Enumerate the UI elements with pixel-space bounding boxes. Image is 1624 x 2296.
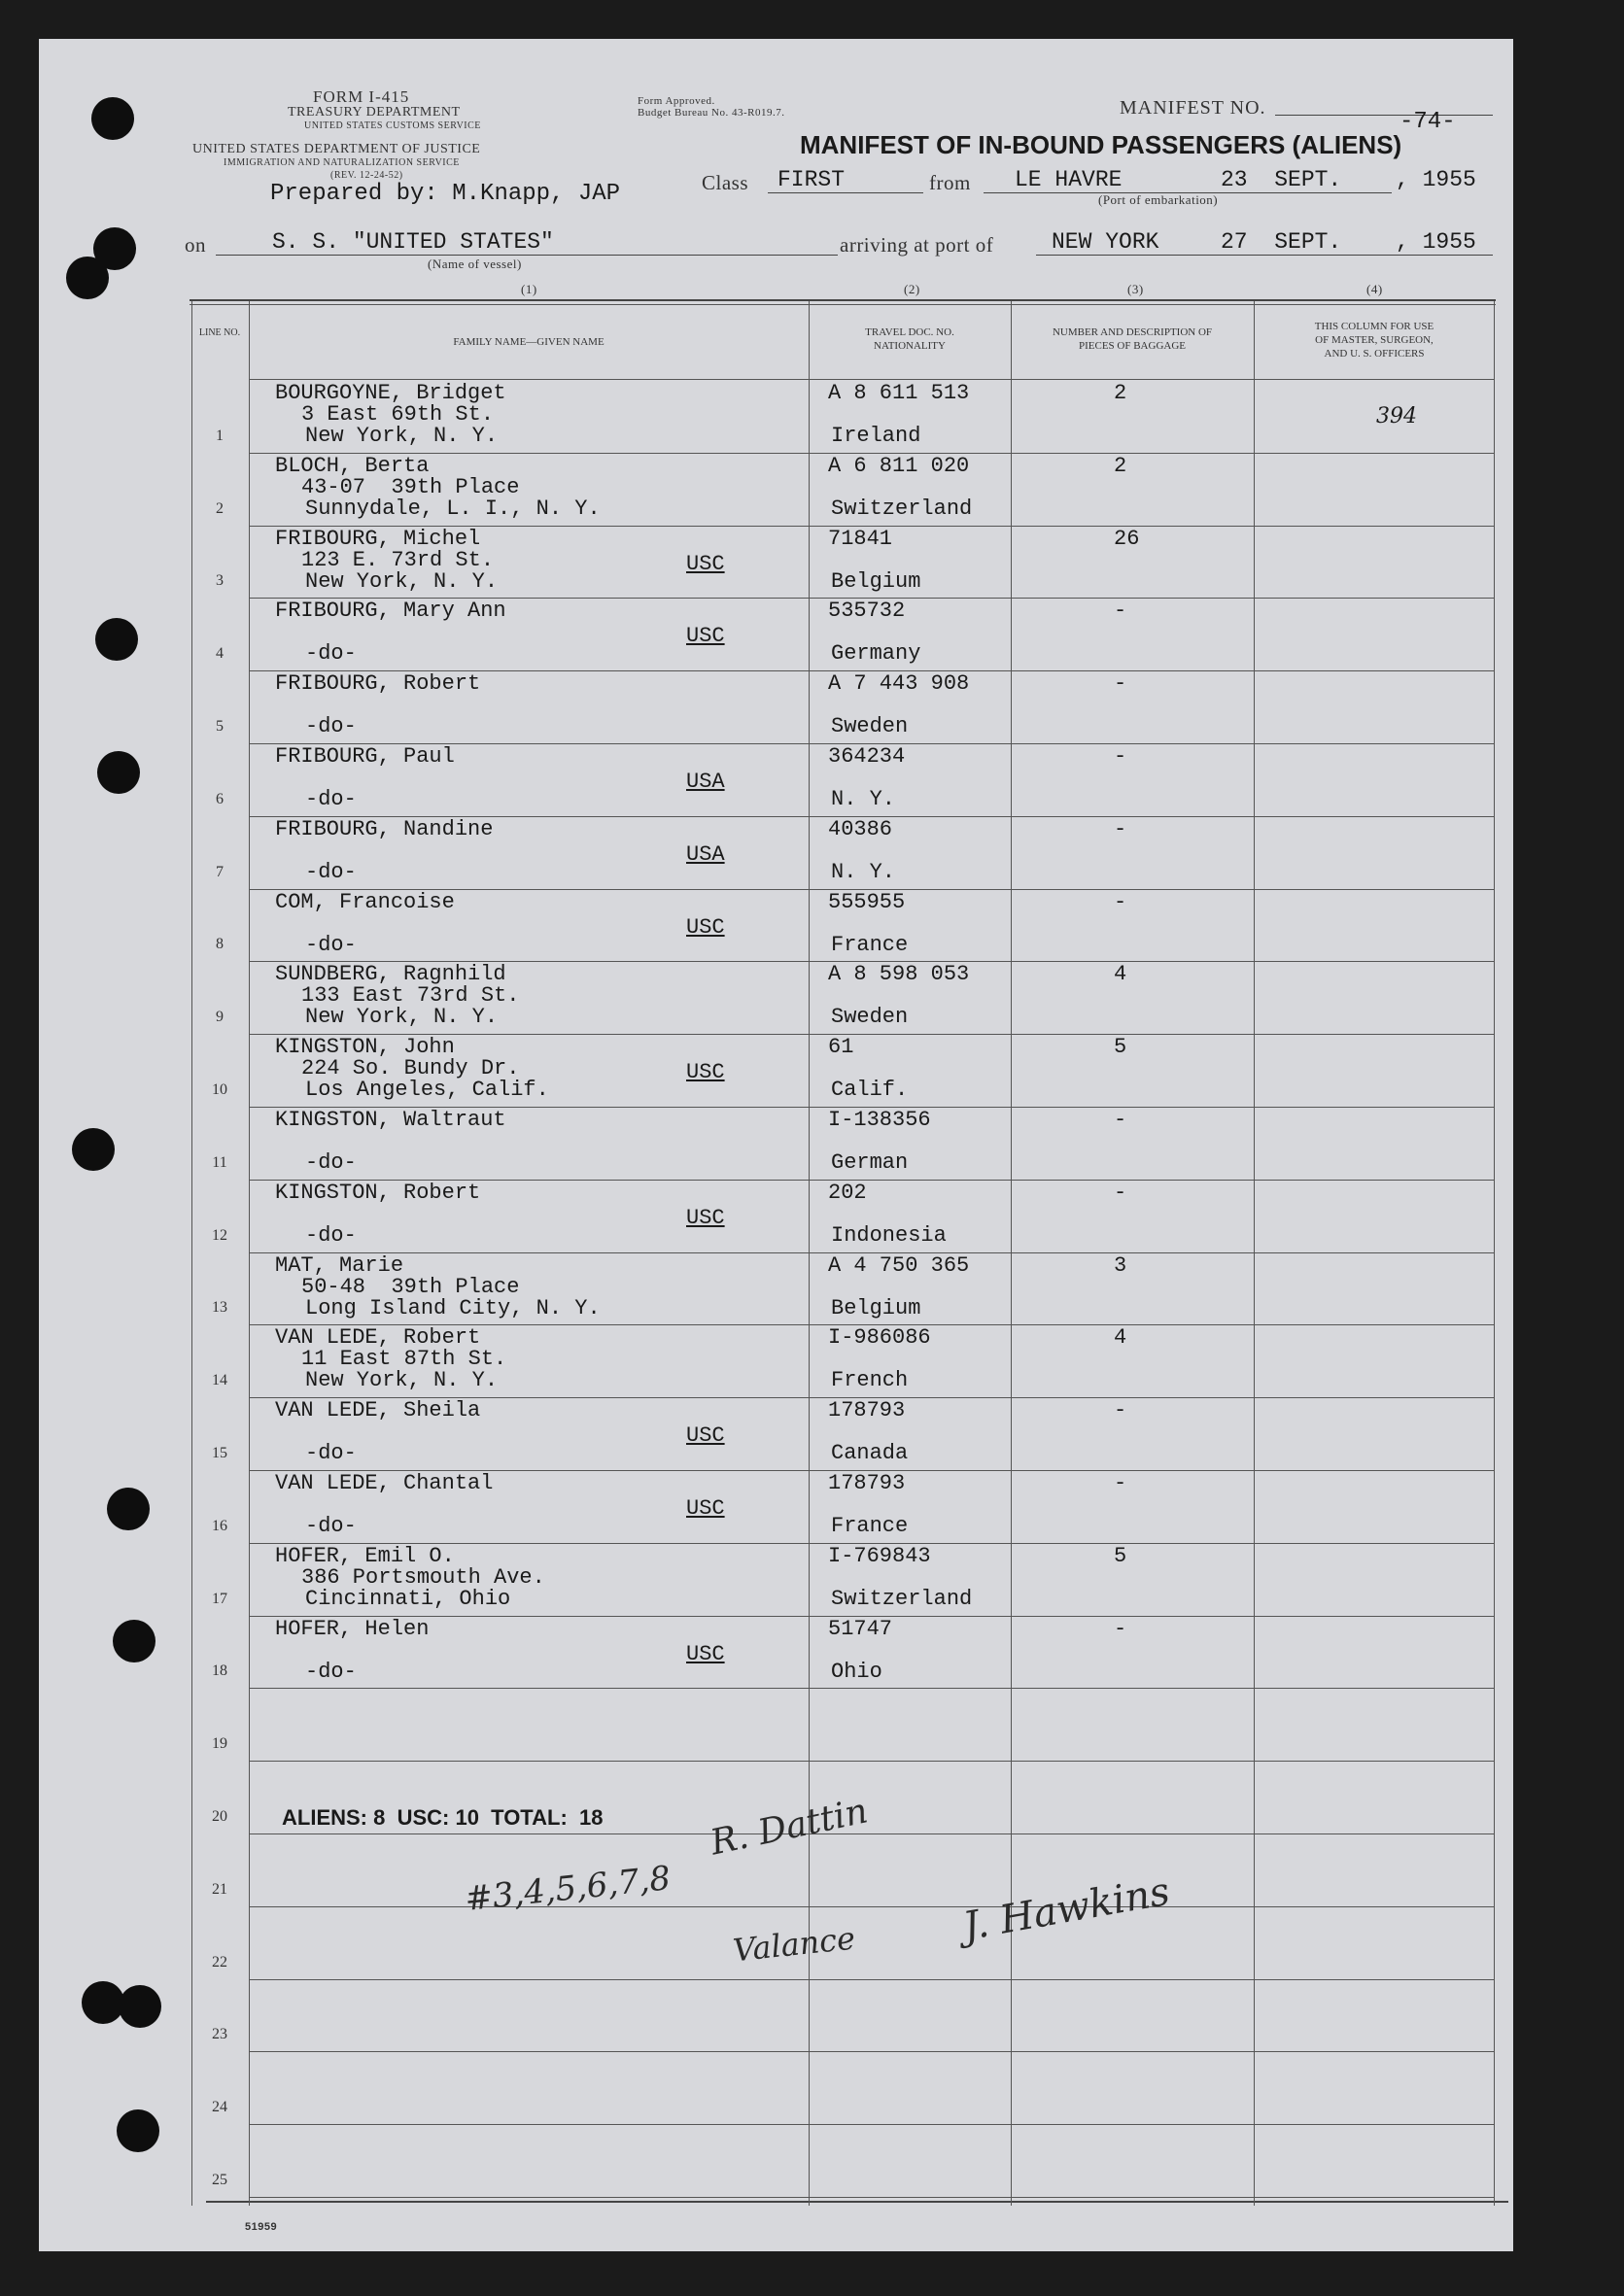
- row-divider: [249, 2051, 1495, 2052]
- table-bottom-border: [206, 2201, 1508, 2203]
- nationality: German: [831, 1150, 909, 1175]
- row-divider: [249, 1979, 1495, 1980]
- arrival-year: , 1955: [1396, 229, 1476, 255]
- nationality: Canada: [831, 1441, 909, 1466]
- row-divider: [249, 1761, 1495, 1762]
- table-top-border: [190, 299, 1496, 301]
- punch-hole: [97, 751, 140, 794]
- punch-hole: [95, 618, 138, 661]
- officer-note: 394: [1376, 404, 1417, 428]
- hdr-travel-doc: TRAVEL DOC. NO.: [865, 326, 954, 338]
- line-number: 3: [216, 572, 224, 590]
- line-number: 16: [212, 1517, 227, 1534]
- line-number: 2: [216, 499, 224, 517]
- address-line-1: 133 East 73rd St.: [301, 983, 520, 1009]
- vessel-underline: [216, 255, 838, 256]
- travel-doc-number: I-986086: [828, 1325, 931, 1351]
- col-divider-left: [191, 301, 192, 2206]
- embark-port: LE HAVRE: [1015, 167, 1123, 192]
- address-line-1: 3 East 69th St.: [301, 402, 495, 427]
- passenger-name: FRIBOURG, Robert: [275, 671, 481, 697]
- punch-hole: [66, 257, 109, 299]
- citizenship-status: USC: [686, 1060, 725, 1085]
- address-line-2: New York, N. Y.: [305, 1368, 499, 1393]
- line-number: 1: [216, 427, 224, 444]
- line-number: 4: [216, 645, 224, 663]
- citizenship-status: USC: [686, 1423, 725, 1449]
- col-num-3: (3): [1127, 282, 1144, 296]
- address-line-2: Long Island City, N. Y.: [305, 1295, 601, 1320]
- address-line-2: -do-: [305, 1659, 357, 1684]
- port-embark-caption: (Port of embarkation): [1098, 192, 1219, 207]
- customs-service: UNITED STATES CUSTOMS SERVICE: [304, 120, 481, 131]
- justice-dept: UNITED STATES DEPARTMENT OF JUSTICE: [192, 142, 481, 156]
- passenger-name: KINGSTON, Robert: [275, 1180, 481, 1205]
- baggage-count: 3: [1114, 1252, 1127, 1278]
- line-number: 9: [216, 1009, 224, 1026]
- arrival-date: 27 SEPT.: [1221, 229, 1342, 255]
- travel-doc-number: 535732: [828, 599, 906, 624]
- summary-totals: ALIENS: 8 USC: 10 TOTAL: 18: [282, 1805, 604, 1830]
- travel-doc-number: A 8 611 513: [828, 381, 970, 405]
- address-line-2: New York, N. Y.: [305, 568, 499, 594]
- passenger-name: VAN LEDE, Sheila: [275, 1398, 481, 1423]
- address-line-1: 123 E. 73rd St.: [301, 547, 495, 572]
- passenger-name: KINGSTON, Waltraut: [275, 1108, 506, 1132]
- baggage-count: -: [1114, 744, 1127, 769]
- baggage-count: 2: [1114, 453, 1127, 478]
- travel-doc-number: A 4 750 365: [828, 1252, 970, 1278]
- line-number: 15: [212, 1445, 227, 1461]
- address-line-2: -do-: [305, 1441, 357, 1466]
- hdr-use-3: AND U. S. OFFICERS: [1324, 348, 1425, 360]
- address-line-1: 224 So. Bundy Dr.: [301, 1056, 520, 1081]
- line-number: 19: [212, 1735, 227, 1753]
- address-line-2: Los Angeles, Calif.: [305, 1078, 549, 1103]
- handwritten-signature-2: Valance: [731, 1919, 857, 1970]
- passenger-name: FRIBOURG, Paul: [275, 744, 455, 769]
- address-line-2: -do-: [305, 1150, 357, 1175]
- header-bottom-line: [249, 379, 1495, 380]
- travel-doc-number: 71841: [828, 526, 893, 551]
- address-line-1: 386 Portsmouth Ave.: [301, 1564, 545, 1590]
- passenger-name: MAT, Marie: [275, 1252, 404, 1278]
- line-number: 11: [212, 1153, 227, 1171]
- baggage-count: -: [1114, 1108, 1127, 1132]
- hdr-baggage-1: NUMBER AND DESCRIPTION OF: [1052, 326, 1213, 338]
- nationality: France: [831, 1514, 909, 1538]
- col-num-2: (2): [904, 282, 920, 296]
- address-line-2: -do-: [305, 859, 357, 884]
- travel-doc-number: A 8 598 053: [828, 962, 970, 987]
- nationality: Calif.: [831, 1078, 909, 1103]
- address-line-2: Cincinnati, Ohio: [305, 1586, 511, 1611]
- class-value: FIRST: [777, 167, 846, 192]
- baggage-count: -: [1114, 599, 1127, 624]
- nationality: N. Y.: [831, 859, 896, 884]
- nationality: French: [831, 1368, 909, 1393]
- address-line-1: 11 East 87th St.: [301, 1347, 507, 1372]
- handwritten-lines-note: #3,4,5,6,7,8: [463, 1859, 673, 1919]
- baggage-count: -: [1114, 889, 1127, 914]
- col-divider-baggage: [1254, 301, 1255, 2206]
- table-top-border-inner: [190, 304, 1496, 305]
- citizenship-status: USC: [686, 1496, 725, 1521]
- baggage-count: 26: [1114, 526, 1140, 551]
- baggage-count: -: [1114, 1398, 1127, 1423]
- passenger-name: FRIBOURG, Nandine: [275, 816, 494, 841]
- nationality: Ireland: [831, 424, 921, 448]
- line-number: 10: [212, 1081, 227, 1098]
- travel-doc-number: 178793: [828, 1398, 906, 1423]
- vessel-caption: (Name of vessel): [428, 257, 522, 271]
- passenger-name: HOFER, Helen: [275, 1616, 430, 1641]
- address-line-2: -do-: [305, 932, 357, 957]
- passenger-name: COM, Francoise: [275, 889, 455, 914]
- row-divider: [249, 1688, 1495, 1689]
- row-divider: [249, 2124, 1495, 2125]
- address-line-2: Sunnydale, L. I., N. Y.: [305, 496, 601, 521]
- travel-doc-number: 61: [828, 1035, 854, 1060]
- travel-doc-number: I-138356: [828, 1108, 931, 1132]
- nationality: Switzerland: [831, 496, 973, 521]
- passenger-name: BLOCH, Berta: [275, 453, 430, 478]
- line-number: 17: [212, 1590, 227, 1607]
- nationality: Ohio: [831, 1659, 882, 1684]
- passenger-name: FRIBOURG, Michel: [275, 526, 481, 551]
- class-underline: [768, 192, 923, 193]
- travel-doc-number: 178793: [828, 1471, 906, 1495]
- baggage-count: 4: [1114, 962, 1127, 987]
- treasury-dept: TREASURY DEPARTMENT: [288, 105, 461, 120]
- row-divider: [249, 1833, 1495, 1834]
- footer-code: 51959: [245, 2221, 278, 2233]
- depart-date: 23 SEPT.: [1221, 167, 1342, 192]
- punch-hole: [91, 97, 134, 140]
- form-number: FORM I-415: [313, 87, 410, 106]
- passenger-name: VAN LEDE, Chantal: [275, 1471, 494, 1495]
- baggage-count: 5: [1114, 1035, 1127, 1060]
- budget-bureau: Budget Bureau No. 43-R019.7.: [638, 107, 785, 119]
- nationality: France: [831, 932, 909, 957]
- citizenship-status: USC: [686, 624, 725, 649]
- baggage-count: -: [1114, 1471, 1127, 1495]
- passenger-name: FRIBOURG, Mary Ann: [275, 599, 506, 624]
- baggage-count: -: [1114, 1180, 1127, 1205]
- punch-hole: [113, 1620, 155, 1662]
- citizenship-status: USC: [686, 914, 725, 940]
- baggage-count: 2: [1114, 381, 1127, 405]
- hdr-use-2: OF MASTER, SURGEON,: [1315, 334, 1434, 346]
- handwritten-signature-3: J. Hawkins: [959, 1868, 1174, 1950]
- nationality: Germany: [831, 641, 921, 667]
- travel-doc-number: A 6 811 020: [828, 453, 970, 478]
- citizenship-status: USC: [686, 551, 725, 576]
- address-line-2: New York, N. Y.: [305, 1005, 499, 1030]
- col-divider-right: [1494, 301, 1495, 2206]
- address-line-2: -do-: [305, 1514, 357, 1538]
- form-approved: Form Approved.: [638, 95, 715, 107]
- address-line-1: 43-07 39th Place: [301, 474, 520, 499]
- nationality: Switzerland: [831, 1586, 973, 1611]
- address-line-2: New York, N. Y.: [305, 424, 499, 448]
- line-number: 5: [216, 718, 224, 735]
- baggage-count: -: [1114, 671, 1127, 697]
- line-number: 24: [212, 2099, 227, 2116]
- passenger-name: SUNDBERG, Ragnhild: [275, 962, 506, 987]
- col-num-1: (1): [521, 282, 537, 296]
- hdr-name: FAMILY NAME—GIVEN NAME: [453, 336, 605, 348]
- ins-service: IMMIGRATION AND NATURALIZATION SERVICE: [224, 157, 460, 168]
- arrival-port: NEW YORK: [1052, 229, 1159, 255]
- baggage-count: -: [1114, 816, 1127, 841]
- citizenship-status: USC: [686, 1205, 725, 1230]
- class-label: Class: [702, 171, 749, 194]
- citizenship-status: USA: [686, 841, 725, 867]
- col-divider-name: [809, 301, 810, 2206]
- line-number: 14: [212, 1372, 227, 1389]
- col-divider-lineno: [249, 301, 250, 2206]
- travel-doc-number: A 7 443 908: [828, 671, 970, 697]
- manifest-number: -74-: [1399, 109, 1456, 135]
- baggage-count: 5: [1114, 1543, 1127, 1568]
- line-number: 20: [212, 1808, 227, 1825]
- citizenship-status: USC: [686, 1641, 725, 1666]
- nationality: Sweden: [831, 1005, 909, 1030]
- nationality: Sweden: [831, 714, 909, 739]
- travel-doc-number: I-769843: [828, 1543, 931, 1568]
- passenger-name: BOURGOYNE, Bridget: [275, 381, 506, 405]
- arriving-label: arriving at port of: [840, 233, 994, 257]
- prepared-by: Prepared by: M.Knapp, JAP: [270, 181, 621, 207]
- line-number: 7: [216, 863, 224, 880]
- line-number: 21: [212, 1880, 227, 1898]
- line-number: 18: [212, 1662, 227, 1680]
- address-line-1: 50-48 39th Place: [301, 1274, 520, 1299]
- nationality: Indonesia: [831, 1222, 947, 1248]
- punch-hole: [119, 1985, 161, 2028]
- address-line-2: -do-: [305, 714, 357, 739]
- nationality: Belgium: [831, 568, 921, 594]
- manifest-title: MANIFEST OF IN-BOUND PASSENGERS (ALIENS): [800, 130, 1402, 159]
- nationality: Belgium: [831, 1295, 921, 1320]
- line-number: 22: [212, 1953, 227, 1970]
- punch-hole: [117, 2109, 159, 2152]
- travel-doc-number: 40386: [828, 816, 893, 841]
- form-revision: (REV. 12-24-52): [330, 170, 403, 181]
- travel-doc-number: 51747: [828, 1616, 893, 1641]
- line-number: 23: [212, 2026, 227, 2043]
- hdr-use-1: THIS COLUMN FOR USE: [1314, 321, 1434, 332]
- address-line-2: -do-: [305, 787, 357, 811]
- manifest-no-label: MANIFEST NO.: [1120, 97, 1266, 119]
- line-number: 12: [212, 1226, 227, 1244]
- row-divider: [249, 1906, 1495, 1907]
- depart-year: , 1955: [1396, 167, 1476, 192]
- travel-doc-number: 202: [828, 1180, 867, 1205]
- hdr-baggage-2: PIECES OF BAGGAGE: [1078, 340, 1186, 352]
- arrival-underline: [1036, 255, 1493, 256]
- row-divider: [249, 2197, 1495, 2198]
- line-number: 25: [212, 2172, 227, 2188]
- baggage-count: -: [1114, 1616, 1127, 1641]
- travel-doc-number: 555955: [828, 889, 906, 914]
- manifest-no-underline: [1275, 115, 1493, 116]
- col-num-4: (4): [1366, 282, 1383, 296]
- manifest-sheet: [39, 39, 1513, 2251]
- line-number: 13: [212, 1299, 227, 1317]
- baggage-count: 4: [1114, 1325, 1127, 1351]
- passenger-name: VAN LEDE, Robert: [275, 1325, 481, 1351]
- handwritten-signature-1: R. Dattin: [707, 1791, 872, 1864]
- line-number: 8: [216, 936, 224, 953]
- from-label: from: [929, 171, 971, 194]
- passenger-name: KINGSTON, John: [275, 1035, 455, 1060]
- punch-hole: [107, 1488, 150, 1530]
- line-number: 6: [216, 790, 224, 807]
- address-line-2: -do-: [305, 641, 357, 667]
- on-label: on: [185, 233, 206, 257]
- nationality: N. Y.: [831, 787, 896, 811]
- address-line-2: -do-: [305, 1222, 357, 1248]
- travel-doc-number: 364234: [828, 744, 906, 769]
- citizenship-status: USA: [686, 770, 725, 794]
- punch-hole: [72, 1128, 115, 1171]
- hdr-line-no: LINE NO.: [198, 327, 241, 338]
- vessel-name: S. S. "UNITED STATES": [272, 229, 554, 255]
- passenger-name: HOFER, Emil O.: [275, 1543, 455, 1568]
- hdr-nationality: NATIONALITY: [874, 340, 946, 352]
